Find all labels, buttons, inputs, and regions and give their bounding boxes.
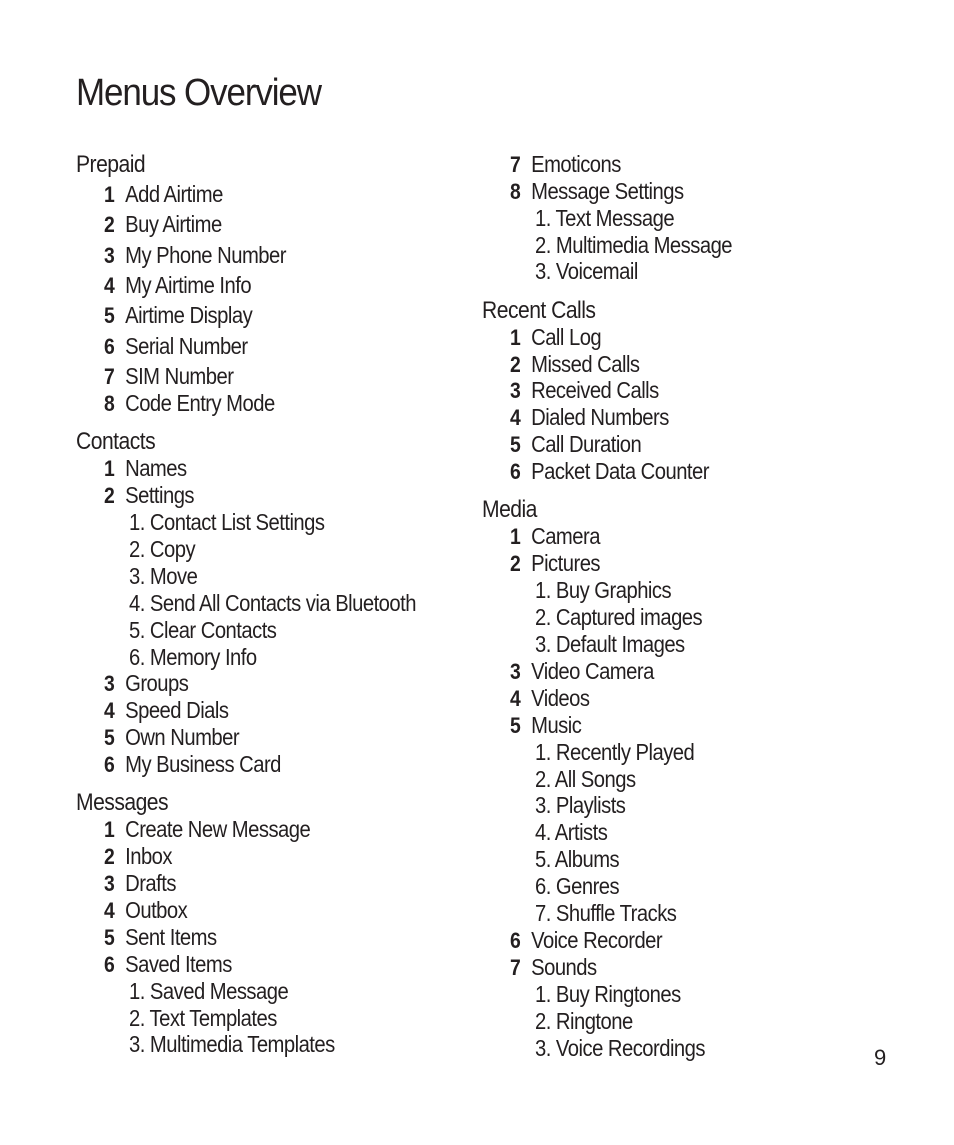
section-heading-contacts: Contacts: [76, 428, 156, 455]
item-label: Speed Dials: [125, 697, 229, 723]
item-number: 4: [510, 405, 521, 430]
item-number: 1: [104, 456, 115, 481]
menu-item: [104, 302, 252, 329]
item-number: 6: [510, 928, 521, 953]
item-number: 2: [510, 352, 521, 377]
item-number: 5: [104, 925, 115, 950]
item-label: Add Airtime: [125, 181, 223, 207]
section-heading-recent-calls: Recent Calls: [482, 297, 596, 324]
menu-item: [510, 712, 581, 739]
menu-item: [104, 211, 222, 238]
item-label: Voice Recorder: [531, 927, 663, 953]
sub-item: 3. Multimedia Templates: [129, 1031, 335, 1057]
item-label: Message Settings: [531, 178, 684, 204]
sub-item: 1. Saved Message: [129, 978, 289, 1004]
sub-item: 3. Voicemail: [535, 258, 638, 284]
sub-item: 1. Contact List Settings: [129, 509, 325, 535]
menu-item: [104, 751, 281, 778]
item-label: Names: [125, 455, 187, 481]
item-number: 3: [104, 243, 115, 268]
item-number: 5: [104, 725, 115, 750]
sub-item: 2. Text Templates: [129, 1005, 277, 1031]
item-label: Emoticons: [531, 151, 621, 177]
item-number: 6: [104, 952, 115, 977]
item-label: Serial Number: [125, 333, 248, 359]
sub-item: 4. Send All Contacts via Bluetooth: [129, 590, 416, 616]
item-label: Dialed Numbers: [531, 404, 669, 430]
item-label: Own Number: [125, 724, 240, 750]
menu-item: [104, 897, 187, 924]
sub-item: 1. Recently Played: [535, 739, 695, 765]
sub-item: 1. Text Message: [535, 205, 675, 231]
menu-item: [510, 954, 597, 981]
item-label: Music: [531, 712, 582, 738]
menu-item: [104, 924, 217, 951]
menu-item: [104, 816, 310, 843]
section-heading-messages: Messages: [76, 789, 169, 816]
item-label: Settings: [125, 482, 195, 508]
menu-item: [104, 951, 232, 978]
item-number: 4: [104, 273, 115, 298]
menu-item: [104, 390, 275, 417]
menu-item: [510, 458, 709, 485]
menu-item: [510, 178, 684, 205]
item-label: Call Log: [531, 324, 602, 350]
item-number: 2: [104, 844, 115, 869]
item-number: 7: [510, 152, 521, 177]
item-label: Saved Items: [125, 951, 232, 977]
item-number: 6: [104, 752, 115, 777]
menu-item: [104, 724, 239, 751]
item-number: 8: [510, 179, 521, 204]
section-heading-media: Media: [482, 496, 537, 523]
menu-item: [510, 685, 589, 712]
sub-item: 2. Captured images: [535, 604, 703, 630]
sub-item: 5. Albums: [535, 846, 620, 872]
item-number: 3: [510, 378, 521, 403]
sub-item: 3. Voice Recordings: [535, 1035, 705, 1061]
menu-item: [510, 377, 659, 404]
item-label: Code Entry Mode: [125, 390, 275, 416]
sub-item: 2. All Songs: [535, 766, 636, 792]
sub-item: 3. Default Images: [535, 631, 685, 657]
item-label: Video Camera: [531, 658, 654, 684]
item-label: Airtime Display: [125, 302, 253, 328]
item-label: Buy Airtime: [125, 211, 222, 237]
item-number: 2: [104, 212, 115, 237]
item-number: 4: [510, 686, 521, 711]
menu-item: [104, 333, 248, 360]
item-number: 6: [510, 459, 521, 484]
item-label: Create New Message: [125, 816, 311, 842]
page-title: Menus Overview: [76, 72, 321, 114]
menu-item: [510, 550, 600, 577]
sub-item: 6. Memory Info: [129, 644, 257, 670]
item-label: Inbox: [125, 843, 172, 869]
item-number: 5: [104, 303, 115, 328]
item-number: 4: [104, 698, 115, 723]
item-label: Drafts: [125, 870, 176, 896]
menu-item: [510, 351, 640, 378]
item-number: 2: [510, 551, 521, 576]
page-number: 9: [874, 1045, 887, 1070]
sub-item: 3. Move: [129, 563, 198, 589]
menu-item: [510, 523, 600, 550]
item-label: My Phone Number: [125, 242, 286, 268]
item-label: Missed Calls: [531, 351, 640, 377]
menu-item: [104, 670, 188, 697]
item-number: 2: [104, 483, 115, 508]
sub-item: 1. Buy Ringtones: [535, 981, 681, 1007]
section-heading-prepaid: Prepaid: [76, 151, 146, 178]
menu-item: [104, 242, 286, 269]
sub-item: 5. Clear Contacts: [129, 617, 277, 643]
menu-item: [104, 181, 223, 208]
item-number: 8: [104, 391, 115, 416]
menu-item: [104, 455, 187, 482]
menu-item: [510, 324, 601, 351]
sub-item: 2. Copy: [129, 536, 196, 562]
item-number: 1: [104, 182, 115, 207]
sub-item: 4. Artists: [535, 819, 608, 845]
menu-item: [104, 870, 176, 897]
item-label: Outbox: [125, 897, 188, 923]
item-label: Packet Data Counter: [531, 458, 709, 484]
item-number: 1: [510, 524, 521, 549]
item-label: Received Calls: [531, 377, 659, 403]
sub-item: 1. Buy Graphics: [535, 577, 672, 603]
item-number: 7: [104, 364, 115, 389]
menu-item: [510, 927, 662, 954]
item-label: Sounds: [531, 954, 597, 980]
item-label: Sent Items: [125, 924, 217, 950]
item-number: 4: [104, 898, 115, 923]
item-label: My Airtime Info: [125, 272, 252, 298]
menu-item: [510, 431, 641, 458]
sub-item: 2. Ringtone: [535, 1008, 633, 1034]
item-number: 5: [510, 713, 521, 738]
menu-item: [104, 363, 233, 390]
menu-item: [510, 658, 654, 685]
sub-item: 3. Playlists: [535, 792, 626, 818]
menu-item: [104, 697, 228, 724]
sub-item: 7. Shuffle Tracks: [535, 900, 677, 926]
menu-item: [510, 151, 621, 178]
item-label: SIM Number: [125, 363, 234, 389]
item-label: Call Duration: [531, 431, 642, 457]
item-label: My Business Card: [125, 751, 281, 777]
item-number: 6: [104, 334, 115, 359]
item-label: Pictures: [531, 550, 601, 576]
sub-item: 2. Multimedia Message: [535, 232, 733, 258]
menu-item: [104, 272, 251, 299]
menu-item: [104, 843, 172, 870]
item-number: 1: [510, 325, 521, 350]
item-number: 5: [510, 432, 521, 457]
menu-item: [104, 482, 194, 509]
item-number: 3: [510, 659, 521, 684]
sub-item: 6. Genres: [535, 873, 620, 899]
item-label: Camera: [531, 523, 600, 549]
item-label: Videos: [531, 685, 590, 711]
item-label: Groups: [125, 670, 189, 696]
item-number: 1: [104, 817, 115, 842]
item-number: 3: [104, 671, 115, 696]
item-number: 3: [104, 871, 115, 896]
item-number: 7: [510, 955, 521, 980]
menu-item: [510, 404, 669, 431]
